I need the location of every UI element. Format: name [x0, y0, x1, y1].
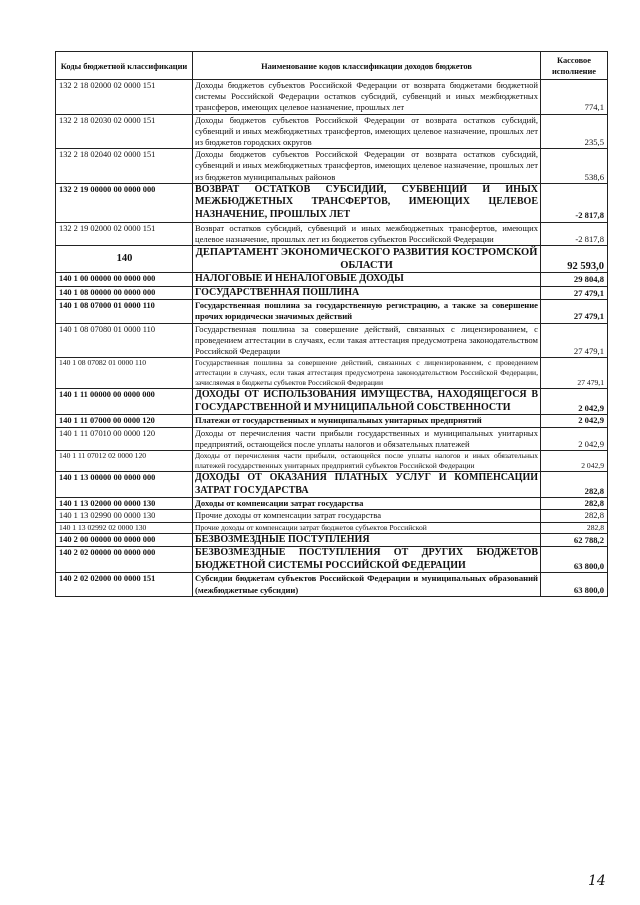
row-code: 140 — [56, 246, 193, 273]
table-row — [56, 522, 608, 533]
row-code: 140 1 08 07000 01 0000 110 — [56, 300, 193, 323]
row-code: 140 2 02 00000 00 0000 000 — [56, 547, 193, 573]
page-number: 14 — [588, 873, 606, 889]
row-amount: 282,8 — [541, 498, 608, 510]
table-row — [56, 533, 608, 547]
row-amount: 27 479,1 — [541, 323, 608, 358]
row-amount: 538,6 — [541, 149, 608, 184]
row-amount: 2 042,9 — [541, 389, 608, 415]
table-row — [56, 286, 608, 300]
table-header-row — [56, 52, 608, 80]
table-row — [56, 273, 608, 287]
row-code: 140 1 08 07082 01 0000 110 — [56, 358, 193, 389]
row-amount: 27 479,1 — [541, 300, 608, 323]
row-name: Государственная пошлина за государственную регистрацию, а также за совершение прочих юридически значимых действий — [193, 300, 541, 323]
row-code: 140 1 11 00000 00 0000 000 — [56, 389, 193, 415]
table-row — [56, 472, 608, 498]
table-row — [56, 114, 608, 149]
row-name: ДОХОДЫ ОТ ИСПОЛЬЗОВАНИЯ ИМУЩЕСТВА, НАХОДЯЩЕГОСЯ В ГОСУДАРСТВЕННОЙ И МУНИЦИПАЛЬНОЙ СОБСТВЕННОСТИ — [193, 389, 541, 415]
row-code: 140 1 11 07012 02 0000 120 — [56, 451, 193, 472]
table-row — [56, 451, 608, 472]
row-name: БЕЗВОЗМЕЗДНЫЕ ПОСТУПЛЕНИЯ — [193, 533, 541, 547]
row-amount: -2 817,8 — [541, 222, 608, 245]
row-name: ГОСУДАРСТВЕННАЯ ПОШЛИНА — [193, 286, 541, 300]
row-amount: 29 804,8 — [541, 273, 608, 287]
row-amount: 92 593,0 — [541, 246, 608, 273]
row-amount: 63 800,0 — [541, 573, 608, 596]
table-row — [56, 389, 608, 415]
header-name: Наименование кодов классификации доходов бюджетов — [193, 52, 541, 80]
row-code: 140 2 02 02000 00 0000 151 — [56, 573, 193, 596]
table-row — [56, 183, 608, 222]
table-row — [56, 80, 608, 115]
table-row — [56, 547, 608, 573]
row-amount: 2 042,9 — [541, 415, 608, 427]
row-amount: 2 042,9 — [541, 427, 608, 450]
row-code: 132 2 19 02000 02 0000 151 — [56, 222, 193, 245]
row-code: 140 1 13 02000 00 0000 130 — [56, 498, 193, 510]
row-amount: 63 800,0 — [541, 547, 608, 573]
row-name: Доходы от перечисления части прибыли государственных и муниципальных унитарных предприятий, остающейся после уплаты налогов и обязательных платежей — [193, 427, 541, 450]
row-amount: 774,1 — [541, 80, 608, 115]
row-amount: 62 788,2 — [541, 533, 608, 547]
row-name: ДОХОДЫ ОТ ОКАЗАНИЯ ПЛАТНЫХ УСЛУГ И КОМПЕНСАЦИИ ЗАТРАТ ГОСУДАРСТВА — [193, 472, 541, 498]
row-amount: 235,5 — [541, 114, 608, 149]
row-name: Платежи от государственных и муниципальных унитарных предприятий — [193, 415, 541, 427]
row-code: 140 1 13 02992 02 0000 130 — [56, 522, 193, 533]
table-row — [56, 415, 608, 427]
row-name: ВОЗВРАТ ОСТАТКОВ СУБСИДИЙ, СУБВЕНЦИЙ И ИНЫХ МЕЖБЮДЖЕТНЫХ ТРАНСФЕРТОВ, ИМЕЮЩИХ ЦЕЛЕВОЕ НАЗНАЧЕНИЕ, ПРОШЛЫХ ЛЕТ — [193, 183, 541, 222]
row-amount: 27 479,1 — [541, 286, 608, 300]
header-amount: Кассовое исполнение — [541, 52, 608, 80]
row-amount: 27 479,1 — [541, 358, 608, 389]
row-code: 140 1 13 02990 00 0000 130 — [56, 510, 193, 522]
table-row — [56, 498, 608, 510]
row-name: Государственная пошлина за совершение действий, связанных с лицензированием, с проведением аттестации в случаях, если такая аттестация предусмотрена законодательством Российской Федерации — [193, 323, 541, 358]
row-amount: 2 042,9 — [541, 451, 608, 472]
table-row — [56, 300, 608, 323]
row-code: 140 1 13 00000 00 0000 000 — [56, 472, 193, 498]
row-amount: 282,8 — [541, 510, 608, 522]
row-name: Доходы от перечисления части прибыли, остающейся после уплаты налогов и иных обязательных платежей государственных унитарных предприятий субъектов Российской Федерации — [193, 451, 541, 472]
row-code: 132 2 18 02040 02 0000 151 — [56, 149, 193, 184]
row-name: Доходы бюджетов субъектов Российской Федерации от возврата бюджетами бюджетной системы Российской Федерации остатков субсидий, субвенций и иных межбюджетных трансферов, имеющих целевое назначение, прошлых лет — [193, 80, 541, 115]
table-body — [56, 80, 608, 597]
row-amount: 282,8 — [541, 522, 608, 533]
row-name: Прочие доходы от компенсации затрат бюджетов субъектов Российской — [193, 522, 541, 533]
row-code: 140 1 00 00000 00 0000 000 — [56, 273, 193, 287]
table-row — [56, 510, 608, 522]
row-name: Государственная пошлина за совершение действий, связанных с лицензированием, с проведением аттестации в случаях, если такая аттестация предусмотрена законодательством Российской Федерации, зачисляемая в бюджеты субъектов Российской Федерации — [193, 358, 541, 389]
income-classification-table — [55, 51, 608, 597]
table-row — [56, 246, 608, 273]
table-row — [56, 573, 608, 596]
row-code: 140 1 08 07080 01 0000 110 — [56, 323, 193, 358]
row-name: НАЛОГОВЫЕ И НЕНАЛОГОВЫЕ ДОХОДЫ — [193, 273, 541, 287]
row-code: 140 1 08 00000 00 0000 000 — [56, 286, 193, 300]
row-name: Субсидии бюджетам субъектов Российской Федерации и муниципальных образований (межбюджетные субсидии) — [193, 573, 541, 596]
table-row — [56, 427, 608, 450]
header-code: Коды бюджетной классификации — [56, 52, 193, 80]
table-row — [56, 149, 608, 184]
row-amount: 282,8 — [541, 472, 608, 498]
row-code: 140 1 11 07010 00 0000 120 — [56, 427, 193, 450]
row-name: Доходы бюджетов субъектов Российской Федерации от возврата остатков субсидий, субвенций и иных межбюджетных трансфертов, имеющих целевое назначение, прошлых лет из бюджетов городских округов — [193, 114, 541, 149]
row-name: Возврат остатков субсидий, субвенций и иных межбюджетных трансфертов, имеющих целевое назначение, прошлых лет из бюджетов субъектов Российской Федерации — [193, 222, 541, 245]
row-name: Прочие доходы от компенсации затрат государства — [193, 510, 541, 522]
row-name: ДЕПАРТАМЕНТ ЭКОНОМИЧЕСКОГО РАЗВИТИЯ КОСТРОМСКОЙ ОБЛАСТИ — [193, 246, 541, 273]
row-amount: -2 817,8 — [541, 183, 608, 222]
row-code: 132 2 18 02000 02 0000 151 — [56, 80, 193, 115]
table-row — [56, 358, 608, 389]
budget-income-table-page — [55, 51, 607, 597]
row-code: 140 2 00 00000 00 0000 000 — [56, 533, 193, 547]
row-code: 132 2 19 00000 00 0000 000 — [56, 183, 193, 222]
row-name: Доходы от компенсации затрат государства — [193, 498, 541, 510]
row-code: 132 2 18 02030 02 0000 151 — [56, 114, 193, 149]
row-code: 140 1 11 07000 00 0000 120 — [56, 415, 193, 427]
table-row — [56, 222, 608, 245]
row-name: БЕЗВОЗМЕЗДНЫЕ ПОСТУПЛЕНИЯ ОТ ДРУГИХ БЮДЖЕТОВ БЮДЖЕТНОЙ СИСТЕМЫ РОССИЙСКОЙ ФЕДЕРАЦИИ — [193, 547, 541, 573]
row-name: Доходы бюджетов субъектов Российской Федерации от возврата остатков субсидий, субвенций и иных межбюджетных трансфертов, имеющих целевое назначение, прошлых лет из бюджетов муниципальных районов — [193, 149, 541, 184]
table-row — [56, 323, 608, 358]
